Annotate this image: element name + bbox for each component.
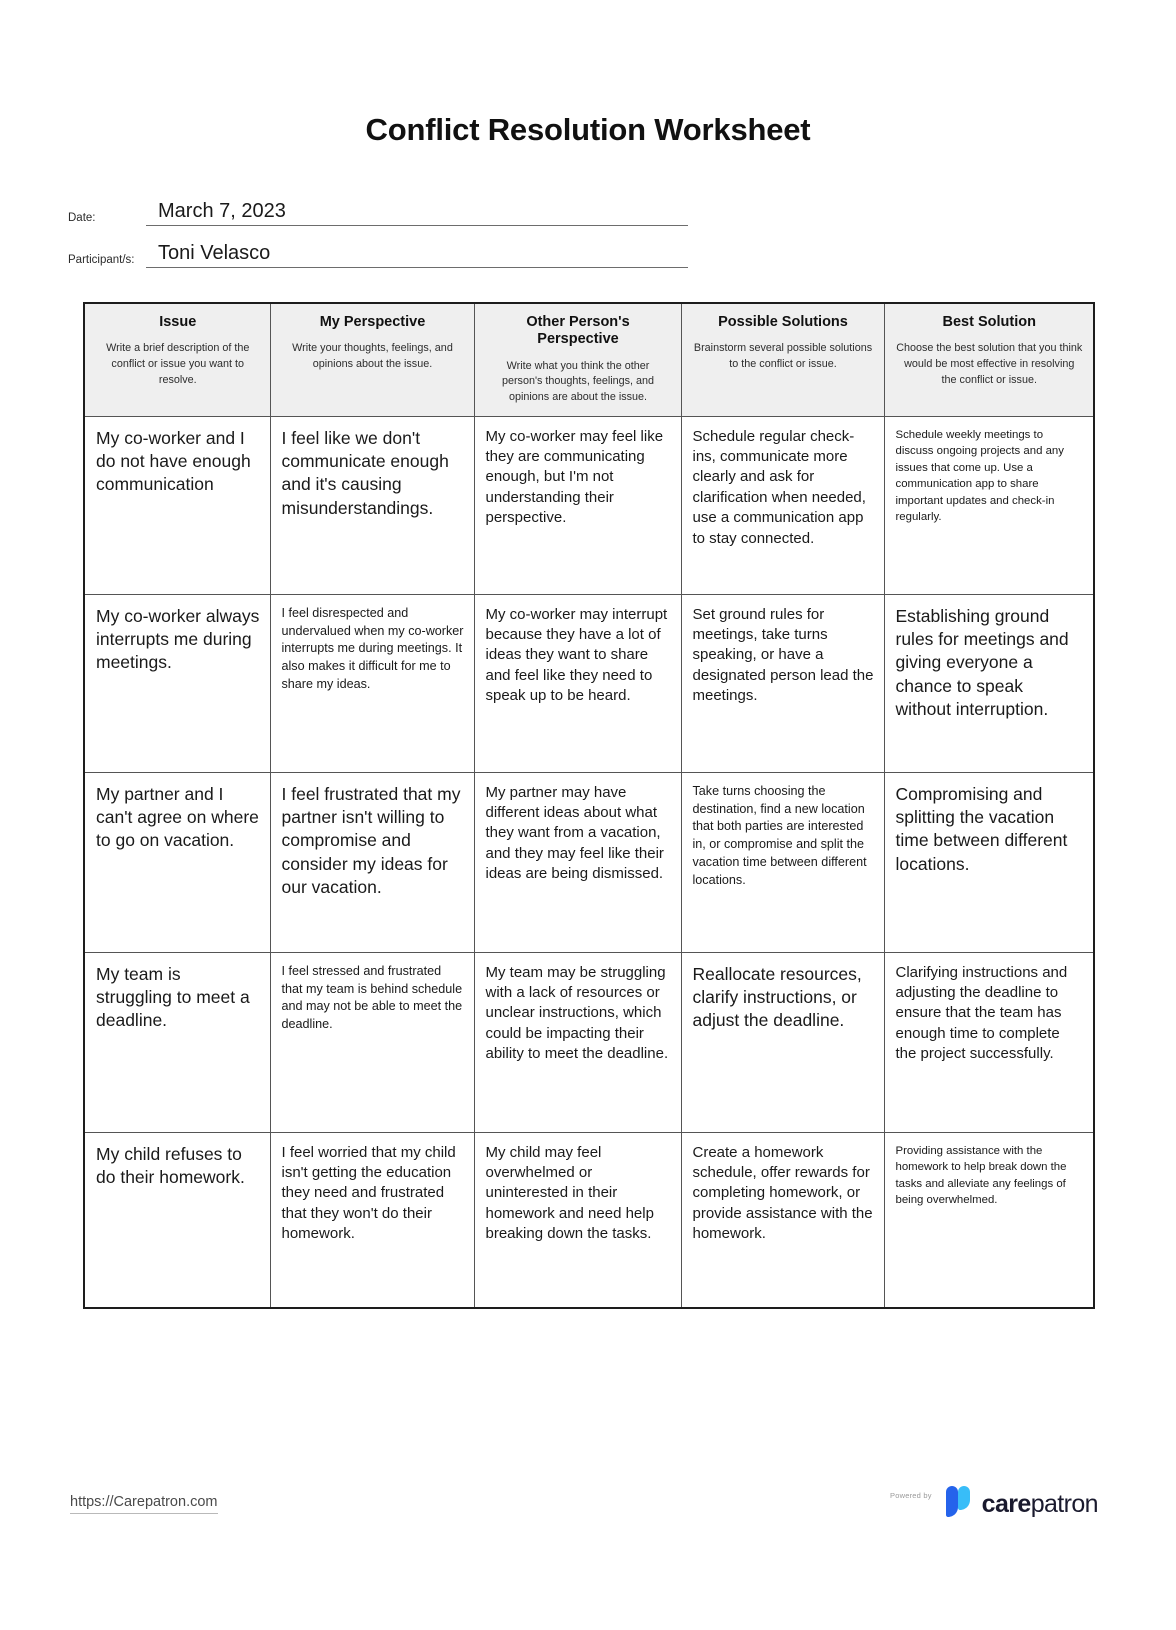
cell-text: My child may feel overwhelmed or uninterested in their homework and need help breaking down the tasks. bbox=[485, 1143, 654, 1243]
table-row bbox=[84, 772, 1094, 952]
cell-text: I feel like we don't communicate enough and it's causing misunderstandings. bbox=[281, 427, 449, 518]
table-header-row bbox=[84, 303, 1094, 416]
brand-name-second: patron bbox=[1030, 1489, 1098, 1518]
cell-best-solution[interactable] bbox=[884, 594, 1094, 772]
conflict-resolution-table bbox=[83, 302, 1095, 1309]
cell-text: My partner may have different ideas about what they want from a vacation, and they may feel like their ideas are being dismissed. bbox=[485, 783, 664, 883]
date-field[interactable] bbox=[146, 200, 688, 226]
table-row bbox=[84, 416, 1094, 594]
column-description: Write a brief description of the conflict or issue you want to resolve. bbox=[106, 342, 250, 386]
cell-possible-solutions[interactable] bbox=[681, 594, 884, 772]
cell-other-perspective[interactable] bbox=[474, 772, 681, 952]
cell-other-perspective[interactable] bbox=[474, 1132, 681, 1308]
column-title: Other Person's Perspective bbox=[526, 314, 630, 348]
carepatron-branding bbox=[890, 1485, 1098, 1524]
cell-my-perspective[interactable] bbox=[270, 772, 474, 952]
table-body bbox=[84, 416, 1094, 1308]
cell-text: I feel disrespected and undervalued when my co-worker interrupts me during meetings. It also makes it difficult for me to share my ideas. bbox=[281, 605, 464, 692]
cell-other-perspective[interactable] bbox=[474, 594, 681, 772]
column-description: Choose the best solution that you think would be most effective in resolving the conflict or issue. bbox=[896, 342, 1083, 386]
date-value: March 7, 2023 bbox=[158, 200, 286, 222]
cell-possible-solutions[interactable] bbox=[681, 952, 884, 1132]
date-label: Date: bbox=[68, 211, 96, 224]
cell-text: My co-worker may feel like they are communicating enough, but I'm not understanding their perspective. bbox=[485, 427, 664, 527]
date-row bbox=[68, 200, 1176, 226]
cell-text: Reallocate resources, clarify instructions, or adjust the deadline. bbox=[692, 963, 862, 1031]
column-title: Best Solution bbox=[942, 314, 1036, 330]
worksheet-meta bbox=[0, 200, 1176, 268]
cell-issue[interactable] bbox=[84, 594, 270, 772]
cell-text: Providing assistance with the homework to help break down the tasks and alleviate any feelings of being overwhelmed. bbox=[895, 1144, 1067, 1207]
participants-field[interactable] bbox=[146, 242, 688, 268]
table-row bbox=[84, 952, 1094, 1132]
column-header-possible-solutions bbox=[681, 303, 884, 416]
carepatron-logo-icon bbox=[940, 1485, 974, 1524]
cell-text: Take turns choosing the destination, find a new location that both parties are interested in, or compromise and split the vacation time between different locations. bbox=[692, 783, 867, 888]
cell-possible-solutions[interactable] bbox=[681, 772, 884, 952]
cell-text: My co-worker may interrupt because they have a lot of ideas they want to share and feel like they need to speak up to be heard. bbox=[485, 605, 668, 705]
column-header-best-solution bbox=[884, 303, 1094, 416]
cell-issue[interactable] bbox=[84, 1132, 270, 1308]
cell-text: Compromising and splitting the vacation time between different locations. bbox=[895, 783, 1068, 874]
cell-text: My co-worker always interrupts me during meetings. bbox=[96, 605, 260, 673]
worksheet-table-wrap bbox=[83, 302, 1093, 1309]
participants-label: Participant/s: bbox=[68, 253, 135, 266]
carepatron-wordmark bbox=[981, 1489, 1098, 1518]
cell-other-perspective[interactable] bbox=[474, 952, 681, 1132]
cell-my-perspective[interactable] bbox=[270, 1132, 474, 1308]
cell-text: Clarifying instructions and adjusting the deadline to ensure that the team has enough time to complete the project successfully. bbox=[895, 963, 1068, 1063]
cell-text: I feel stressed and frustrated that my team is behind schedule and may not be able to meet the deadline. bbox=[281, 963, 463, 1032]
cell-text: Establishing ground rules for meetings and giving everyone a chance to speak without interruption. bbox=[895, 605, 1069, 719]
cell-issue[interactable] bbox=[84, 772, 270, 952]
cell-text: I feel worried that my child isn't getting the education they need and frustrated that they won't do their homework. bbox=[281, 1143, 456, 1243]
participants-value: Toni Velasco bbox=[158, 242, 271, 264]
cell-possible-solutions[interactable] bbox=[681, 416, 884, 594]
cell-text: I feel frustrated that my partner isn't willing to compromise and consider my ideas for our vacation. bbox=[281, 783, 461, 897]
cell-text: My partner and I can't agree on where to go on vacation. bbox=[96, 783, 259, 851]
cell-text: My child refuses to do their homework. bbox=[96, 1143, 245, 1187]
column-header-other-persons-perspective bbox=[474, 303, 681, 416]
cell-text: My co-worker and I do not have enough communication bbox=[96, 427, 251, 495]
cell-best-solution[interactable] bbox=[884, 772, 1094, 952]
cell-best-solution[interactable] bbox=[884, 1132, 1094, 1308]
table-row bbox=[84, 1132, 1094, 1308]
participants-row bbox=[68, 242, 1176, 268]
cell-text: Create a homework schedule, offer rewards for completing homework, or provide assistance with the homework. bbox=[692, 1143, 873, 1243]
cell-text: My team is struggling to meet a deadline. bbox=[96, 963, 250, 1031]
cell-my-perspective[interactable] bbox=[270, 416, 474, 594]
carepatron-url-link[interactable]: https://Carepatron.com bbox=[70, 1494, 218, 1514]
cell-issue[interactable] bbox=[84, 952, 270, 1132]
column-header-issue bbox=[84, 303, 270, 416]
column-title: My Perspective bbox=[319, 314, 426, 330]
column-title: Possible Solutions bbox=[718, 314, 848, 330]
column-description: Brainstorm several possible solutions to the conflict or issue. bbox=[693, 342, 873, 371]
cell-text: My team may be struggling with a lack of resources or unclear instructions, which could be impacting their ability to meet the deadline. bbox=[485, 963, 669, 1063]
powered-by-label: Powered by bbox=[890, 1490, 932, 1500]
cell-issue[interactable] bbox=[84, 416, 270, 594]
cell-text: Schedule weekly meetings to discuss ongoing projects and any issues that come up. Use a communication app to share important updates and check-in regularly. bbox=[895, 428, 1064, 524]
cell-text: Schedule regular check-ins, communicate more clearly and ask for clarification when needed, use a communication app to stay connected. bbox=[692, 427, 866, 547]
column-header-my-perspective bbox=[270, 303, 474, 416]
cell-possible-solutions[interactable] bbox=[681, 1132, 884, 1308]
brand-name-first: care bbox=[981, 1489, 1031, 1518]
table-row bbox=[84, 594, 1094, 772]
cell-best-solution[interactable] bbox=[884, 952, 1094, 1132]
cell-my-perspective[interactable] bbox=[270, 952, 474, 1132]
cell-best-solution[interactable] bbox=[884, 416, 1094, 594]
page-footer bbox=[0, 1484, 1176, 1524]
table-header bbox=[84, 303, 1094, 416]
column-description: Write your thoughts, feelings, and opinions about the issue. bbox=[292, 342, 453, 371]
column-title: Issue bbox=[159, 314, 197, 330]
cell-my-perspective[interactable] bbox=[270, 594, 474, 772]
column-description: Write what you think the other person's thoughts, feelings, and opinions are about the issue. bbox=[501, 359, 655, 404]
cell-text: Set ground rules for meetings, take turns speaking, or have a designated person lead the meetings. bbox=[692, 605, 874, 705]
page-title: Conflict Resolution Worksheet bbox=[365, 112, 811, 147]
cell-other-perspective[interactable] bbox=[474, 416, 681, 594]
